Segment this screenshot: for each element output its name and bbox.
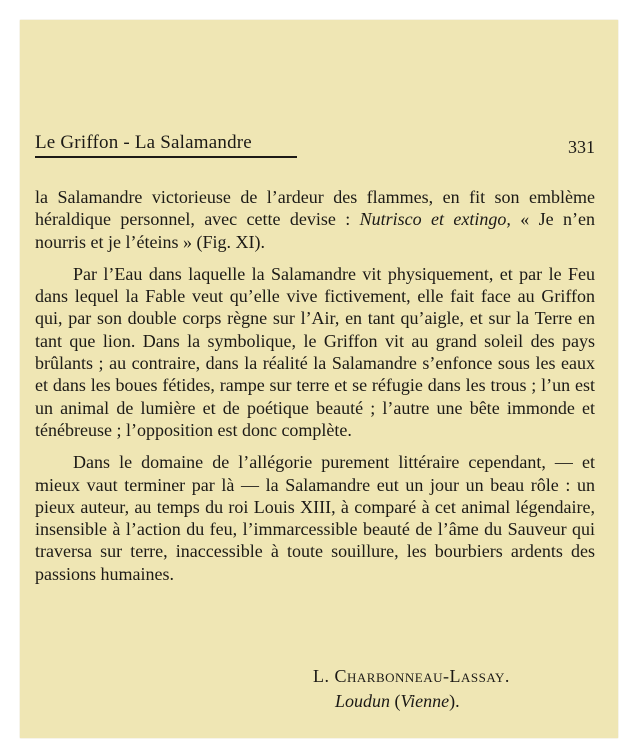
author-location: Loudun (Vienne).: [335, 691, 460, 711]
motto-latin: Nutrisco et extingo,: [359, 209, 511, 230]
body-text: [35, 186, 595, 595]
paragraph-3: Dans le domaine de l’allégorie purement littéraire cependant, — et mieux vaut terminer par là — la Salamandre eut un jour un beau rôle : un pieux auteur, au temps du roi Louis XIII, à comparé à cet animal légendaire, insensible à l’action du feu, l’immarcessible beauté de l’âme du Sauveur qui traversa sur terre, inaccessible à toute souillure, les bourbiers ardents des passions humaines.: [35, 452, 595, 584]
paragraph-1-text-b: « Je n’en nourris et je l’éteins » (Fig. XI).: [35, 209, 595, 252]
author-name-text: L. Charbonneau-Lassay.: [313, 666, 510, 686]
running-title: Le Griffon - La Salamandre: [35, 132, 297, 158]
page-number: 331: [568, 137, 595, 157]
signature-block: [35, 664, 595, 714]
paragraph-1-text-a: la Salamandre victorieuse de l’ardeur des flammes, en fit son emblème héraldique personnel, avec cette devise :: [35, 187, 595, 230]
paragraph-1: [35, 186, 595, 253]
location-region: Vienne: [400, 691, 450, 711]
location-town: Loudun: [335, 691, 391, 711]
page-header: [35, 132, 597, 162]
author-name: [313, 664, 595, 689]
paragraph-2: Par l’Eau dans laquelle la Salamandre vit physiquement, et par le Feu dans lequel la Fable veut qu’elle vive fictivement, elle fait face au Griffon qui, par son double corps règne sur l’Air, en tant qu’aigle, et sur la Terre en tant que lion. Dans la symbolique, le Griffon vit au grand soleil des pays brûlants ; au contraire, dans la réalité la Salamandre s’enfonce sous les eaux et dans les boues fétides, rampe sur terre et se réfugie dans les trous ; l’un est un animal de lumière et de poétique beauté ; l’autre une bête immonde et ténébreuse ; l’opposition est donc complète.: [35, 263, 595, 440]
